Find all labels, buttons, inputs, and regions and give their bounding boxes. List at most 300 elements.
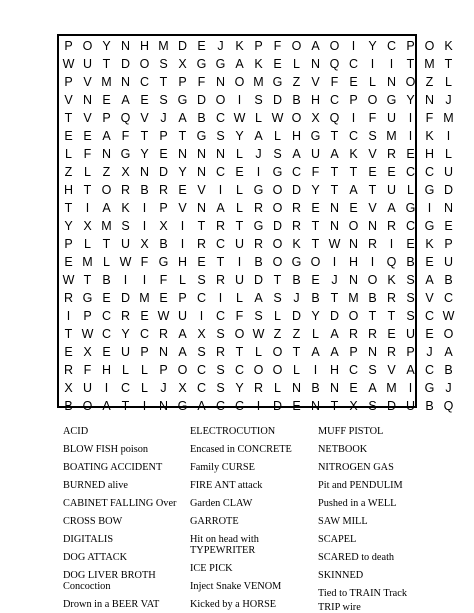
grid-letter: O xyxy=(443,327,454,341)
grid-letter: H xyxy=(177,255,188,269)
grid-letter: R xyxy=(158,327,169,341)
grid-letter: M xyxy=(386,129,397,143)
word-item: TRIP wire xyxy=(318,602,361,613)
grid-letter: B xyxy=(444,363,453,377)
grid-letter: L xyxy=(236,147,243,161)
grid-letter: M xyxy=(424,57,435,71)
grid-letter: P xyxy=(64,75,73,89)
grid-letter: G xyxy=(215,57,226,71)
grid-letter: H xyxy=(348,255,359,269)
grid-letter: R xyxy=(291,201,302,215)
grid-letter: C xyxy=(101,327,112,341)
grid-letter: N xyxy=(120,75,131,89)
grid-letter: S xyxy=(254,309,263,323)
grid-letter: E xyxy=(140,309,149,323)
grid-letter: U xyxy=(386,183,397,197)
grid-letter: E xyxy=(349,75,358,89)
grid-letter: R xyxy=(63,291,74,305)
grid-letter: K xyxy=(349,147,358,161)
word-item: Inject Snake VENOM xyxy=(190,581,282,592)
grid-letter: Q xyxy=(443,399,454,413)
grid-letter: V xyxy=(387,363,396,377)
grid-letter: I xyxy=(142,273,147,287)
grid-letter: H xyxy=(291,129,302,143)
grid-letter: U xyxy=(120,237,131,251)
grid-letter: I xyxy=(142,399,147,413)
grid-letter: E xyxy=(406,237,415,251)
grid-letter: D xyxy=(329,309,340,323)
grid-letter: S xyxy=(254,93,263,107)
grid-letter: T xyxy=(444,57,453,71)
grid-letter: B xyxy=(311,381,320,395)
grid-letter: A xyxy=(330,327,339,341)
grid-letter: T xyxy=(235,345,244,359)
grid-letter: M xyxy=(348,291,359,305)
grid-letter: P xyxy=(444,237,453,251)
grid-letter: I xyxy=(237,255,242,269)
grid-letter: D xyxy=(291,309,302,323)
grid-letter: U xyxy=(443,165,454,179)
grid-letter: O xyxy=(348,309,359,323)
grid-letter: A xyxy=(349,183,358,197)
grid-letter: I xyxy=(85,201,90,215)
grid-letter: I xyxy=(256,165,261,179)
grid-letter: B xyxy=(292,93,301,107)
grid-letter: R xyxy=(253,237,264,251)
word-item: Pit and PENDULIM xyxy=(318,480,403,491)
grid-letter: I xyxy=(389,57,394,71)
grid-letter: G xyxy=(82,291,93,305)
word-item: Concoction xyxy=(63,581,111,592)
grid-letter: G xyxy=(253,219,264,233)
grid-letter: G xyxy=(196,129,207,143)
grid-letter: D xyxy=(386,399,397,413)
grid-letter: A xyxy=(425,273,434,287)
grid-letter: D xyxy=(272,93,283,107)
grid-letter: N xyxy=(158,399,169,413)
grid-letter: G xyxy=(310,129,321,143)
grid-letter: T xyxy=(121,399,130,413)
grid-letter: P xyxy=(178,75,187,89)
grid-letter: N xyxy=(367,345,378,359)
grid-letter: Q xyxy=(386,255,397,269)
grid-letter: A xyxy=(102,129,111,143)
grid-letter: T xyxy=(292,345,301,359)
grid-letter: O xyxy=(272,237,283,251)
grid-letter: D xyxy=(158,165,169,179)
word-item: SCAPEL xyxy=(318,534,357,545)
grid-letter: L xyxy=(407,183,414,197)
grid-letter: V xyxy=(311,75,320,89)
word-item: SCARED to death xyxy=(318,552,395,563)
grid-letter: T xyxy=(273,273,282,287)
word-item: Tied to TRAIN Track xyxy=(318,588,407,599)
grid-letter: E xyxy=(102,93,111,107)
grid-letter: L xyxy=(274,129,281,143)
grid-letter: Z xyxy=(292,75,301,89)
grid-letter: T xyxy=(83,183,92,197)
grid-letter: K xyxy=(235,39,244,53)
grid-letter: O xyxy=(101,183,112,197)
grid-letter: O xyxy=(272,183,283,197)
grid-letter: I xyxy=(218,291,223,305)
grid-letter: S xyxy=(216,129,225,143)
grid-letter: G xyxy=(196,57,207,71)
word-item: TYPEWRITER xyxy=(190,545,256,556)
grid-letter: O xyxy=(177,363,188,377)
grid-letter: E xyxy=(197,255,206,269)
grid-letter: N xyxy=(158,345,169,359)
grid-letter: E xyxy=(159,291,168,305)
grid-letter: A xyxy=(292,147,301,161)
grid-letter: F xyxy=(273,39,282,53)
grid-letter: C xyxy=(215,111,226,125)
grid-letter: X xyxy=(64,381,73,395)
grid-letter: A xyxy=(311,39,320,53)
grid-letter: M xyxy=(82,255,93,269)
grid-letter: L xyxy=(255,345,262,359)
grid-letter: S xyxy=(159,57,168,71)
grid-letter: T xyxy=(159,75,168,89)
grid-letter: M xyxy=(386,381,397,395)
grid-letter: O xyxy=(272,345,283,359)
grid-letter: S xyxy=(406,291,415,305)
grid-letter: G xyxy=(272,75,283,89)
grid-letter: E xyxy=(102,345,111,359)
grid-letter: N xyxy=(139,165,150,179)
grid-letter: C xyxy=(215,165,226,179)
grid-letter: C xyxy=(234,399,245,413)
grid-letter: T xyxy=(102,237,111,251)
grid-letter: B xyxy=(406,255,415,269)
grid-letter: O xyxy=(272,255,283,269)
grid-letter: I xyxy=(427,201,432,215)
grid-letter: E xyxy=(406,147,415,161)
grid-letter: W xyxy=(62,57,75,71)
grid-letter: A xyxy=(330,345,339,359)
grid-letter: C xyxy=(291,165,302,179)
grid-letter: D xyxy=(272,399,283,413)
grid-letter: B xyxy=(368,291,377,305)
grid-letter: O xyxy=(367,93,378,107)
grid-letter: A xyxy=(197,399,206,413)
grid-letter: K xyxy=(387,273,396,287)
grid-letter: H xyxy=(310,93,321,107)
grid-letter: A xyxy=(330,147,339,161)
grid-letter: R xyxy=(215,219,226,233)
grid-letter: W xyxy=(252,327,265,341)
grid-letter: P xyxy=(406,345,415,359)
grid-letter: S xyxy=(273,291,282,305)
word-item: Family CURSE xyxy=(190,462,255,473)
grid-letter: U xyxy=(82,381,93,395)
grid-letter: A xyxy=(178,111,187,125)
grid-letter: L xyxy=(103,255,110,269)
grid-letter: S xyxy=(159,93,168,107)
grid-letter: K xyxy=(425,129,434,143)
grid-letter: I xyxy=(142,201,147,215)
grid-letter: X xyxy=(121,165,130,179)
grid-letter: G xyxy=(424,381,435,395)
grid-letter: M xyxy=(139,291,150,305)
word-item: FIRE ANT attack xyxy=(190,480,263,491)
grid-letter: A xyxy=(121,93,130,107)
grid-letter: B xyxy=(254,255,263,269)
grid-letter: P xyxy=(159,201,168,215)
grid-letter: X xyxy=(311,111,320,125)
grid-letter: O xyxy=(291,39,302,53)
grid-letter: I xyxy=(351,111,356,125)
grid-letter: X xyxy=(83,219,92,233)
grid-letter: J xyxy=(445,381,452,395)
grid-letter: G xyxy=(291,255,302,269)
grid-letter: E xyxy=(140,93,149,107)
grid-letter: S xyxy=(197,273,206,287)
grid-letter: R xyxy=(215,345,226,359)
grid-letter: A xyxy=(235,57,244,71)
grid-letter: N xyxy=(177,147,188,161)
grid-letter: U xyxy=(234,273,245,287)
grid-letter: D xyxy=(253,273,264,287)
grid-letter: S xyxy=(368,399,377,413)
grid-letter: C xyxy=(139,75,150,89)
grid-letter: E xyxy=(64,345,73,359)
grid-letter: L xyxy=(445,75,452,89)
grid-letter: E xyxy=(368,165,377,179)
grid-letter: L xyxy=(293,363,300,377)
grid-letter: O xyxy=(234,75,245,89)
grid-letter: D xyxy=(443,183,454,197)
grid-letter: Q xyxy=(329,57,340,71)
grid-letter: U xyxy=(177,309,188,323)
grid-letter: Z xyxy=(64,165,73,179)
word-item: ICE PICK xyxy=(190,563,233,574)
grid-letter: X xyxy=(159,219,168,233)
grid-letter: J xyxy=(445,93,452,107)
word-item: SAW MILL xyxy=(318,516,368,527)
grid-letter: C xyxy=(215,237,226,251)
grid-letter: X xyxy=(140,237,149,251)
grid-letter: A xyxy=(102,399,111,413)
grid-letter: H xyxy=(329,363,340,377)
grid-letter: E xyxy=(425,255,434,269)
grid-letter: G xyxy=(120,147,131,161)
grid-letter: I xyxy=(199,309,204,323)
grid-letter: H xyxy=(63,183,74,197)
grid-letter: N xyxy=(310,57,321,71)
grid-letter: P xyxy=(406,39,415,53)
grid-letter: S xyxy=(368,129,377,143)
grid-letter: C xyxy=(329,93,340,107)
grid-letter: A xyxy=(444,345,453,359)
grid-letter: R xyxy=(367,327,378,341)
grid-letter: Y xyxy=(64,219,73,233)
grid-letter: Z xyxy=(273,327,282,341)
grid-letter: T xyxy=(102,57,111,71)
word-item: SKINNED xyxy=(318,570,364,581)
grid-letter: C xyxy=(424,165,435,179)
grid-letter: F xyxy=(140,255,149,269)
word-item: BLOW FISH poison xyxy=(63,444,149,455)
grid-letter: Y xyxy=(235,129,244,143)
grid-letter: K xyxy=(121,201,130,215)
grid-letter: W xyxy=(157,309,170,323)
grid-letter: L xyxy=(65,147,72,161)
grid-letter: O xyxy=(139,57,150,71)
grid-letter: N xyxy=(101,147,112,161)
word-item: Drown in a BEER VAT xyxy=(63,599,160,610)
grid-letter: Y xyxy=(368,39,377,53)
grid-letter: R xyxy=(120,183,131,197)
grid-letter: I xyxy=(142,219,147,233)
grid-letter: N xyxy=(215,147,226,161)
word-item: Encased in CONCRETE xyxy=(190,444,292,455)
grid-letter: S xyxy=(216,327,225,341)
grid-letter: T xyxy=(330,399,339,413)
grid-letter: M xyxy=(158,39,169,53)
grid-letter: R xyxy=(386,345,397,359)
grid-letter: D xyxy=(120,57,131,71)
grid-letter: Q xyxy=(329,111,340,125)
grid-letter: C xyxy=(196,381,207,395)
grid-letter: O xyxy=(82,39,93,53)
grid-letter: T xyxy=(235,219,244,233)
grid-letter: E xyxy=(197,39,206,53)
word-item: Pushed in a WELL xyxy=(318,498,397,509)
grid-letter: D xyxy=(272,219,283,233)
grid-letter: Y xyxy=(406,93,415,107)
grid-letter: P xyxy=(102,111,111,125)
grid-letter: R xyxy=(386,291,397,305)
grid-letter: F xyxy=(368,111,377,125)
grid-letter: L xyxy=(369,75,376,89)
grid-letter: E xyxy=(349,381,358,395)
grid-letter: K xyxy=(254,57,263,71)
grid-letter: Y xyxy=(121,327,130,341)
grid-letter: C xyxy=(215,309,226,323)
grid-letter: J xyxy=(331,273,338,287)
grid-letter: N xyxy=(196,147,207,161)
grid-letter: N xyxy=(348,237,359,251)
grid-letter: A xyxy=(254,291,263,305)
grid-letter: U xyxy=(82,57,93,71)
grid-letter: I xyxy=(351,39,356,53)
grid-letter: W xyxy=(81,327,94,341)
grid-letter: L xyxy=(141,381,148,395)
grid-letter: R xyxy=(348,327,359,341)
grid-letter: I xyxy=(370,255,375,269)
grid-letter: F xyxy=(83,147,92,161)
grid-letter: C xyxy=(348,129,359,143)
grid-letter: R xyxy=(386,219,397,233)
grid-letter: N xyxy=(310,399,321,413)
grid-letter: N xyxy=(424,93,435,107)
grid-letter: S xyxy=(121,219,130,233)
grid-letter: U xyxy=(234,237,245,251)
grid-letter: I xyxy=(408,111,413,125)
grid-letter: P xyxy=(178,291,187,305)
grid-letter: V xyxy=(64,93,73,107)
grid-letter: T xyxy=(311,237,320,251)
word-item: GARROTE xyxy=(190,516,239,527)
grid-letter: K xyxy=(444,39,453,53)
grid-letter: Z xyxy=(425,75,434,89)
grid-letter: L xyxy=(236,201,243,215)
grid-letter: Y xyxy=(102,39,111,53)
grid-letter: F xyxy=(311,165,320,179)
word-item: MUFF PISTOL xyxy=(318,426,384,437)
grid-letter: X xyxy=(178,381,187,395)
grid-letter: E xyxy=(64,255,73,269)
grid-letter: J xyxy=(293,291,300,305)
grid-letter: T xyxy=(64,111,73,125)
grid-letter: N xyxy=(386,75,397,89)
word-item: BURNED alive xyxy=(63,480,128,491)
grid-letter: I xyxy=(313,363,318,377)
grid-letter: C xyxy=(234,363,245,377)
grid-letter: J xyxy=(160,111,167,125)
grid-letter: G xyxy=(253,183,264,197)
word-item: NITROGEN GAS xyxy=(318,462,394,473)
grid-letter: J xyxy=(255,147,262,161)
word-item: DIGITALIS xyxy=(63,534,114,545)
grid-letter: I xyxy=(104,381,109,395)
grid-letter: D xyxy=(120,291,131,305)
grid-letter: Y xyxy=(311,309,320,323)
grid-letter: I xyxy=(180,237,185,251)
grid-letter: T xyxy=(330,129,339,143)
grid-letter: G xyxy=(424,183,435,197)
word-item: CROSS BOW xyxy=(63,516,123,527)
grid-letter: X xyxy=(197,327,206,341)
grid-letter: F xyxy=(83,363,92,377)
grid-letter: Y xyxy=(235,381,244,395)
grid-letter: T xyxy=(368,183,377,197)
grid-letter: L xyxy=(445,147,452,161)
grid-letter: J xyxy=(160,381,167,395)
grid-letter: E xyxy=(235,165,244,179)
grid-letter: O xyxy=(272,363,283,377)
grid-letter: D xyxy=(291,183,302,197)
grid-letter: N xyxy=(367,219,378,233)
grid-letter: W xyxy=(442,309,455,323)
grid-letter: W xyxy=(62,273,75,287)
grid-letter: S xyxy=(406,309,415,323)
grid-letter: E xyxy=(273,57,282,71)
grid-letter: F xyxy=(121,129,130,143)
grid-letter: I xyxy=(66,309,71,323)
grid-letter: A xyxy=(178,327,187,341)
grid-letter: C xyxy=(424,309,435,323)
grid-letter: C xyxy=(405,219,416,233)
grid-letter: R xyxy=(120,309,131,323)
grid-letter: F xyxy=(197,75,206,89)
grid-letter: V xyxy=(197,183,206,197)
grid-letter: D xyxy=(196,93,207,107)
word-item: ELECTROCUTION xyxy=(190,426,276,437)
grid-letter: G xyxy=(405,201,416,215)
grid-letter: V xyxy=(83,111,92,125)
grid-letter: O xyxy=(234,327,245,341)
grid-letter: F xyxy=(425,111,434,125)
grid-letter: C xyxy=(120,381,131,395)
grid-letter: B xyxy=(140,183,149,197)
grid-letter: B xyxy=(425,399,434,413)
grid-letter: A xyxy=(387,201,396,215)
grid-letter: Y xyxy=(140,147,149,161)
grid-letter: R xyxy=(291,219,302,233)
grid-letter: U xyxy=(310,147,321,161)
